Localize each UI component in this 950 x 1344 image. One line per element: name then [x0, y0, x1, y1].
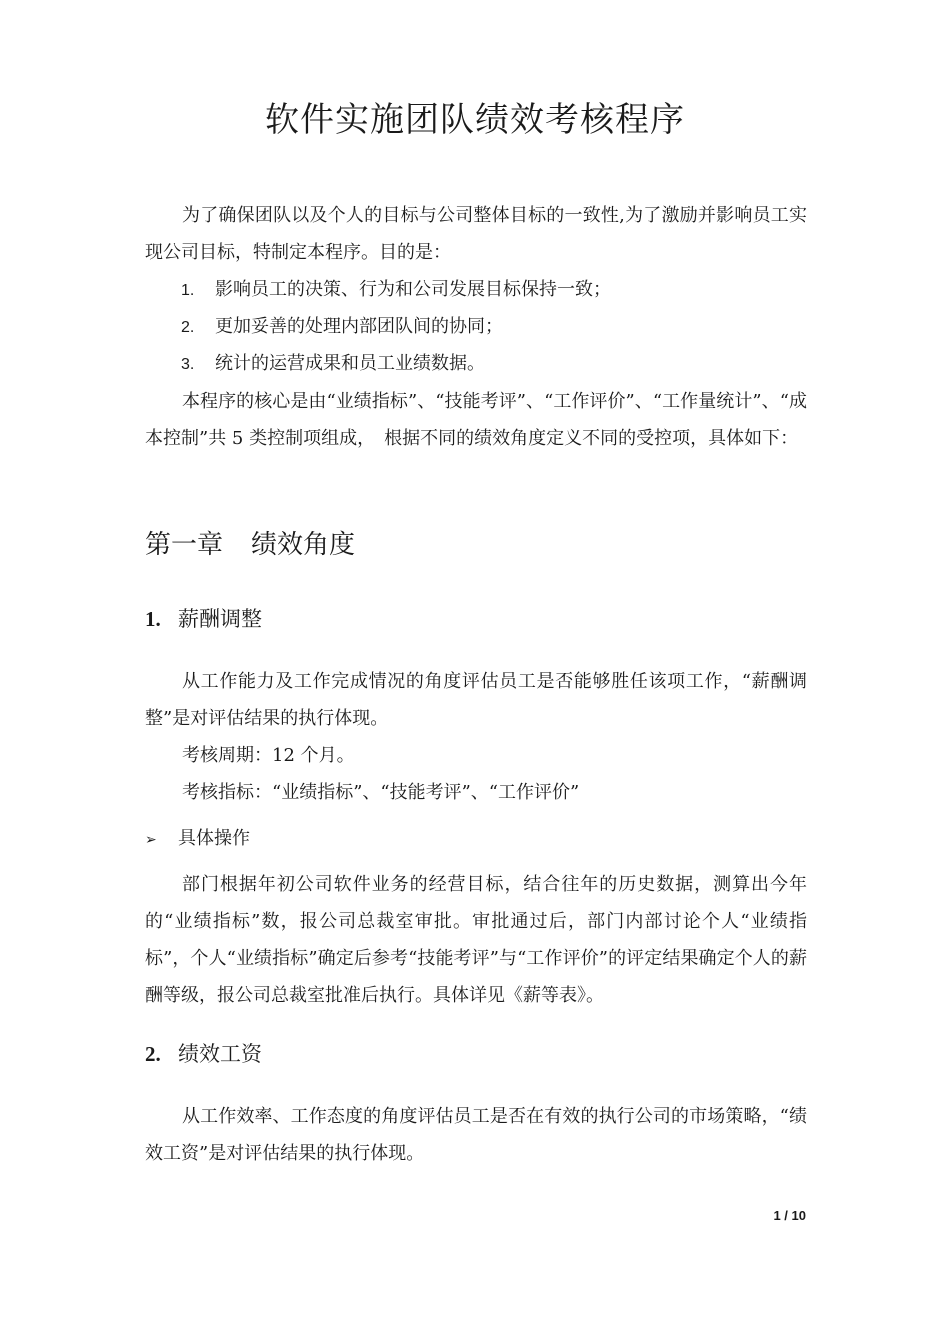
core-paragraph: 本程序的核心是由“业绩指标”、“技能考评”、“工作评价”、“工作量统计”、“成本控制”共 5 类控制项组成， 根据不同的绩效角度定义不同的受控项，具体如下： [145, 391, 807, 449]
list-item-number: 2. [181, 319, 195, 336]
list-item-text: 统计的运营成果和员工业绩数据。 [215, 353, 485, 374]
list-item-text: 更加妥善的处理内部团队间的协同； [215, 316, 503, 337]
list-item-number: 3. [181, 356, 195, 373]
list-item [181, 345, 485, 383]
section2-paragraph: 从工作效率、工作态度的角度评估员工是否在有效的执行公司的市场策略，“绩效工资”是对评估结果的执行体现。 [145, 1106, 807, 1164]
bullet-text: 具体操作 [178, 828, 250, 849]
section-title: 薪酬调整 [178, 607, 262, 631]
assessment-indicators: 考核指标：“业绩指标”、“技能考评”、“工作评价” [182, 782, 580, 803]
section-heading [145, 1038, 262, 1068]
bullet-item [145, 820, 250, 859]
operation-paragraph: 部门根据年初公司软件业务的经营目标，结合往年的历史数据，测算出今年的“业绩指标”数，报公司总裁室审批。审批通过后，部门内部讨论个人“业绩指标”，个人“业绩指标”确定后参考“技能考评”与“工作评价”的评定结果确定个人的薪酬等级，报公司总裁室批准后执行。具体详见《薪等表》。 [145, 874, 807, 1006]
document-title: 软件实施团队绩效考核程序 [265, 100, 685, 140]
section-number: 2. [145, 1042, 161, 1066]
chapter-heading [145, 524, 355, 561]
page-number: 1 / 10 [773, 1208, 806, 1223]
section-number: 1. [145, 607, 161, 631]
arrow-bullet-icon: ➢ [145, 832, 157, 848]
chapter-label: 第一章 [145, 530, 224, 560]
intro-paragraph: 为了确保团队以及个人的目标与公司整体目标的一致性,为了激励并影响员工实现公司目标，特制定本程序。目的是： [145, 205, 807, 263]
section1-paragraph: 从工作能力及工作完成情况的角度评估员工是否能够胜任该项工作，“薪酬调整”是对评估结果的执行体现。 [145, 671, 807, 729]
section-heading [145, 603, 262, 633]
list-item-number: 1. [181, 282, 195, 299]
list-item [181, 271, 611, 309]
list-item [181, 308, 503, 346]
chapter-title: 绩效角度 [251, 530, 356, 560]
assessment-cycle: 考核周期：12 个月。 [182, 745, 355, 766]
list-item-text: 影响员工的决策、行为和公司发展目标保持一致； [215, 279, 611, 300]
section-title: 绩效工资 [178, 1042, 262, 1066]
